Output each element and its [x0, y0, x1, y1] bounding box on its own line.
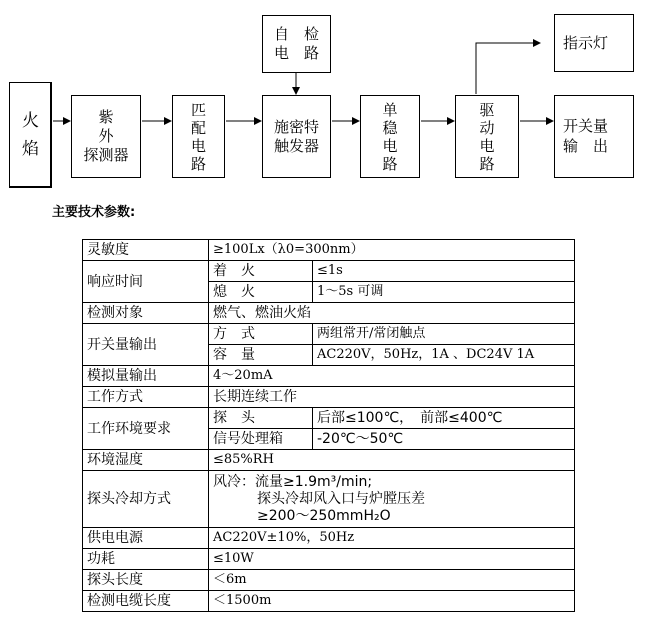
schmitt-line-2: 触发器	[273, 136, 319, 155]
spec-label: 响应时间	[83, 261, 209, 303]
spec-value: 两组常开/常闭触点	[313, 324, 575, 345]
spec-value: ＜6m	[209, 570, 575, 591]
uv-detector-line-2: 外	[98, 127, 114, 145]
spec-sub-label: 信号处理箱	[209, 429, 313, 450]
uv-detector-line-3: 探测器	[83, 146, 129, 164]
table-row	[83, 408, 575, 429]
spec-label: 检测电缆长度	[83, 591, 209, 612]
self-check-line-2: 电 路	[273, 44, 319, 62]
spec-label: 工作环境要求	[83, 408, 209, 450]
spec-label: 环境湿度	[83, 450, 209, 471]
matching-line-4: 路	[190, 154, 206, 173]
spec-sub-label: 熄 火	[209, 282, 313, 303]
spec-sub-label: 容 量	[209, 345, 313, 366]
spec-label: 工作方式	[83, 387, 209, 408]
spec-label: 灵敏度	[83, 240, 209, 261]
table-row	[83, 261, 575, 282]
spec-sub-label: 着 火	[209, 261, 313, 282]
section-title: 主要技术参数:	[52, 205, 136, 220]
spec-label: 探头长度	[83, 570, 209, 591]
matching-line-2: 配	[190, 118, 206, 137]
cooling-line-1: 风冷：流量≥1.9m³/min;	[213, 473, 373, 490]
table-row	[83, 591, 575, 612]
spec-value: 后部≤100℃， 前部≤400℃	[313, 408, 575, 429]
cooling-line-3: ≥200～250mmH₂O	[257, 507, 391, 524]
self-check-line-1: 自 检	[273, 25, 319, 43]
spec-value: ≥100Lx（λ0=300nm）	[209, 240, 575, 261]
monostable-line-3: 电	[382, 136, 398, 155]
spec-value: AC220V±10%，50Hz	[209, 528, 575, 549]
spec-value: 4～20mA	[209, 366, 575, 387]
table-row	[83, 570, 575, 591]
indicator-label: 指示灯	[563, 33, 609, 52]
spec-label: 模拟量输出	[83, 366, 209, 387]
spec-label: 开关量输出	[83, 324, 209, 366]
cooling-line-2: 探头冷却风入口与炉膛压差	[257, 490, 425, 507]
table-row	[83, 324, 575, 345]
spec-value: 1～5s 可调	[313, 282, 575, 303]
spec-sub-label: 探 头	[209, 408, 313, 429]
table-row	[83, 303, 575, 324]
spec-value: AC220V，50Hz，1A 、DC24V 1A	[313, 345, 575, 366]
matching-line-3: 电	[190, 136, 206, 155]
spec-table	[82, 239, 575, 612]
spec-value: 长期连续工作	[209, 387, 575, 408]
monostable-line-4: 路	[382, 154, 398, 173]
spec-value: ≤85%RH	[209, 450, 575, 471]
driver-line-4: 路	[479, 154, 495, 173]
flame-char-2: 焰	[22, 139, 39, 159]
driver-line-3: 电	[479, 136, 495, 155]
spec-label: 功耗	[83, 549, 209, 570]
spec-value: ≤1s	[313, 261, 575, 282]
driver-line-1: 驱	[479, 100, 495, 119]
schmitt-line-1: 施密特	[273, 117, 319, 136]
table-row	[83, 366, 575, 387]
table-row	[83, 240, 575, 261]
spec-value: -20℃～50℃	[313, 429, 575, 450]
uv-detector-line-1: 紫	[98, 108, 114, 126]
spec-label: 检测对象	[83, 303, 209, 324]
spec-value: 燃气、燃油火焰	[209, 303, 575, 324]
table-row	[83, 528, 575, 549]
table-row	[83, 450, 575, 471]
arrow-driver-to-indicator	[476, 43, 540, 94]
table-row	[83, 471, 575, 528]
table-row	[83, 387, 575, 408]
spec-value: ＜1500m	[209, 591, 575, 612]
spec-value-block	[209, 471, 575, 528]
switch-output-line-1: 开关量	[563, 117, 609, 135]
switch-output-line-2: 输 出	[563, 137, 609, 155]
flame-char-1: 火	[22, 111, 39, 131]
spec-label: 供电电源	[83, 528, 209, 549]
table-row	[83, 549, 575, 570]
driver-line-2: 动	[479, 118, 495, 137]
monostable-line-1: 单	[382, 100, 398, 119]
matching-line-1: 匹	[190, 100, 206, 119]
spec-label: 探头冷却方式	[83, 471, 209, 528]
spec-value: ≤10W	[209, 549, 575, 570]
diagram-arrows	[0, 0, 646, 200]
spec-sub-label: 方 式	[209, 324, 313, 345]
monostable-line-2: 稳	[382, 118, 398, 137]
